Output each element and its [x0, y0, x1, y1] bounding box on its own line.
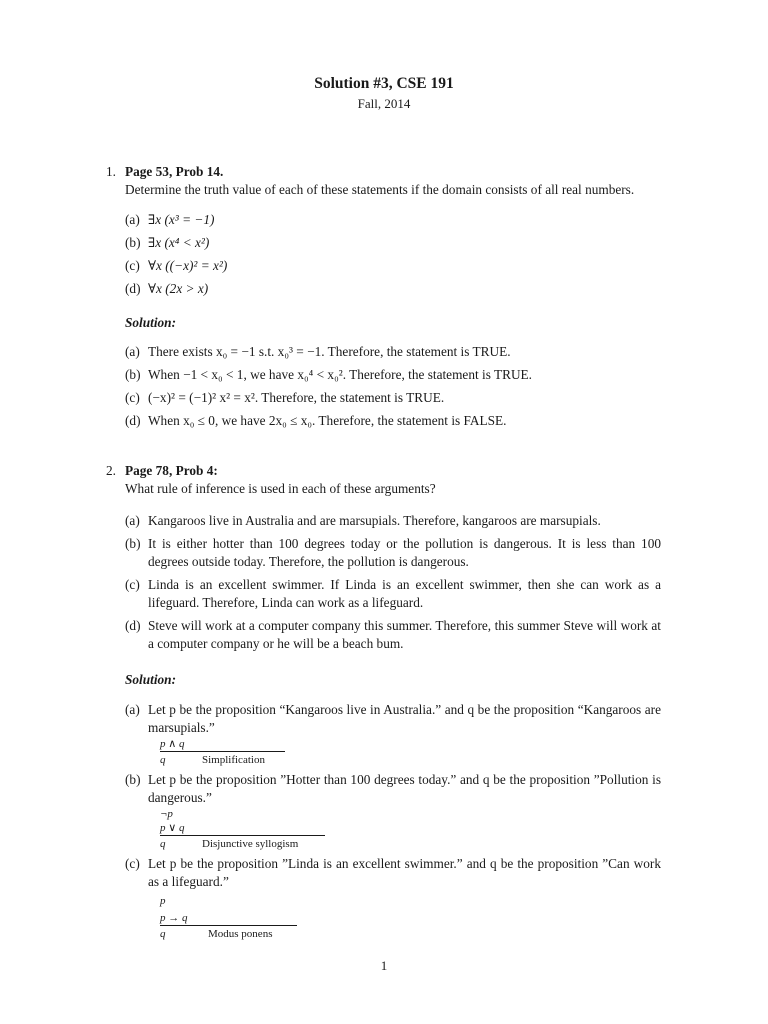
list-item	[125, 257, 661, 275]
item-label: (a)	[125, 344, 140, 359]
page-number: 1	[380, 958, 388, 973]
item-math: ∃x (x³ = −1)	[148, 212, 215, 227]
item-label: (c)	[125, 856, 140, 871]
conclusion: q	[160, 838, 166, 850]
item-label: (c)	[125, 258, 140, 273]
list-item	[125, 855, 661, 941]
premise: p ∧ q	[160, 738, 185, 750]
problem-statement: What rule of inference is used in each of these arguments?	[125, 481, 436, 496]
item-label: (b)	[125, 772, 141, 787]
item-label: (b)	[125, 536, 141, 551]
item-math: ∃x (x⁴ < x²)	[148, 235, 210, 250]
item-label: (d)	[125, 281, 141, 296]
list-item	[125, 701, 661, 767]
problem-heading: Page 78, Prob 4:	[125, 463, 218, 478]
inference-rule: Disjunctive syllogism	[202, 838, 299, 850]
solution-list	[106, 701, 661, 941]
list-item	[125, 234, 661, 252]
conclusion: q	[160, 928, 166, 940]
list-item	[125, 512, 661, 530]
inference-rule: Modus ponens	[208, 928, 273, 940]
problem-2	[106, 462, 661, 941]
premise: p → q	[160, 912, 188, 924]
derivation	[160, 807, 661, 851]
item-label: (d)	[125, 618, 141, 633]
problem-1	[106, 163, 661, 430]
list-item	[125, 617, 661, 653]
solution-text: There exists x₀ = −1 s.t. x₀³ = −1. Therefore, the statement is TRUE.	[148, 344, 511, 359]
solution-text: Let p be the proposition ”Linda is an excellent swimmer.” and q be the proposition ”Can work as a lifeguard.”	[148, 856, 661, 889]
item-math: ∀x (2x > x)	[148, 281, 209, 296]
derivation-line	[160, 835, 325, 836]
document-subtitle: Fall, 2014	[357, 96, 411, 111]
item-label: (a)	[125, 513, 140, 528]
problem-number: 1.	[106, 164, 116, 179]
premise: p ∨ q	[160, 822, 185, 834]
derivation	[160, 894, 661, 941]
solution-list	[106, 343, 661, 430]
solution-text: (−x)² = (−1)² x² = x². Therefore, the statement is TRUE.	[148, 390, 445, 405]
problem-statement: Determine the truth value of each of these statements if the domain consists of all real numbers.	[125, 182, 635, 197]
argument-text: It is either hotter than 100 degrees today or the pollution is dangerous. It is less than 100 degrees outside today. Therefore, the pollution is dangerous.	[148, 536, 661, 569]
derivation	[160, 737, 661, 767]
inference-rule: Simplification	[202, 754, 265, 766]
argument-text: Linda is an excellent swimmer. If Linda is an excellent swimmer, then she can work as a lifeguard. Therefore, Linda can work as a lifeguard.	[148, 577, 661, 610]
argument-text: Kangaroos live in Australia and are marsupials. Therefore, kangaroos are marsupials.	[148, 513, 601, 528]
list-item	[125, 771, 661, 851]
document-title: Solution #3, CSE 191	[314, 75, 454, 92]
item-label: (c)	[125, 577, 140, 592]
solution-text: When −1 < x₀ < 1, we have x₀⁴ < x₀². Therefore, the statement is TRUE.	[148, 367, 532, 382]
item-label: (a)	[125, 212, 140, 227]
problem-heading: Page 53, Prob 14.	[125, 164, 224, 179]
solution-text: When x₀ ≤ 0, we have 2x₀ ≤ x₀. Therefore, the statement is FALSE.	[148, 413, 507, 428]
derivation-line	[160, 751, 285, 752]
argument-list	[106, 512, 661, 653]
premise: ¬p	[160, 808, 173, 820]
list-item	[125, 412, 661, 430]
item-label: (b)	[125, 235, 141, 250]
problem-number: 2.	[106, 463, 116, 478]
conclusion: q	[160, 754, 166, 766]
solution-heading: Solution:	[125, 672, 176, 687]
list-item	[125, 576, 661, 612]
derivation-line	[160, 925, 297, 926]
premise: p	[160, 895, 166, 907]
item-math: ∀x ((−x)² = x²)	[148, 258, 228, 273]
solution-heading: Solution:	[125, 315, 176, 330]
list-item	[125, 389, 661, 407]
list-item	[125, 366, 661, 384]
item-label: (d)	[125, 413, 141, 428]
item-label: (a)	[125, 702, 140, 717]
item-label: (b)	[125, 367, 141, 382]
list-item	[125, 280, 661, 298]
list-item	[125, 343, 661, 361]
solution-text: Let p be the proposition ”Hotter than 100 degrees today.” and q be the proposition ”Pollution is dangerous.”	[148, 772, 661, 805]
solution-text: Let p be the proposition “Kangaroos live in Australia.” and q be the proposition “Kangaroos are marsupials.”	[148, 702, 661, 735]
argument-text: Steve will work at a computer company this summer. Therefore, this summer Steve will work at a computer company or he will be a beach bum.	[148, 618, 661, 651]
statement-list	[106, 211, 661, 298]
item-label: (c)	[125, 390, 140, 405]
list-item	[125, 535, 661, 571]
list-item	[125, 211, 661, 229]
